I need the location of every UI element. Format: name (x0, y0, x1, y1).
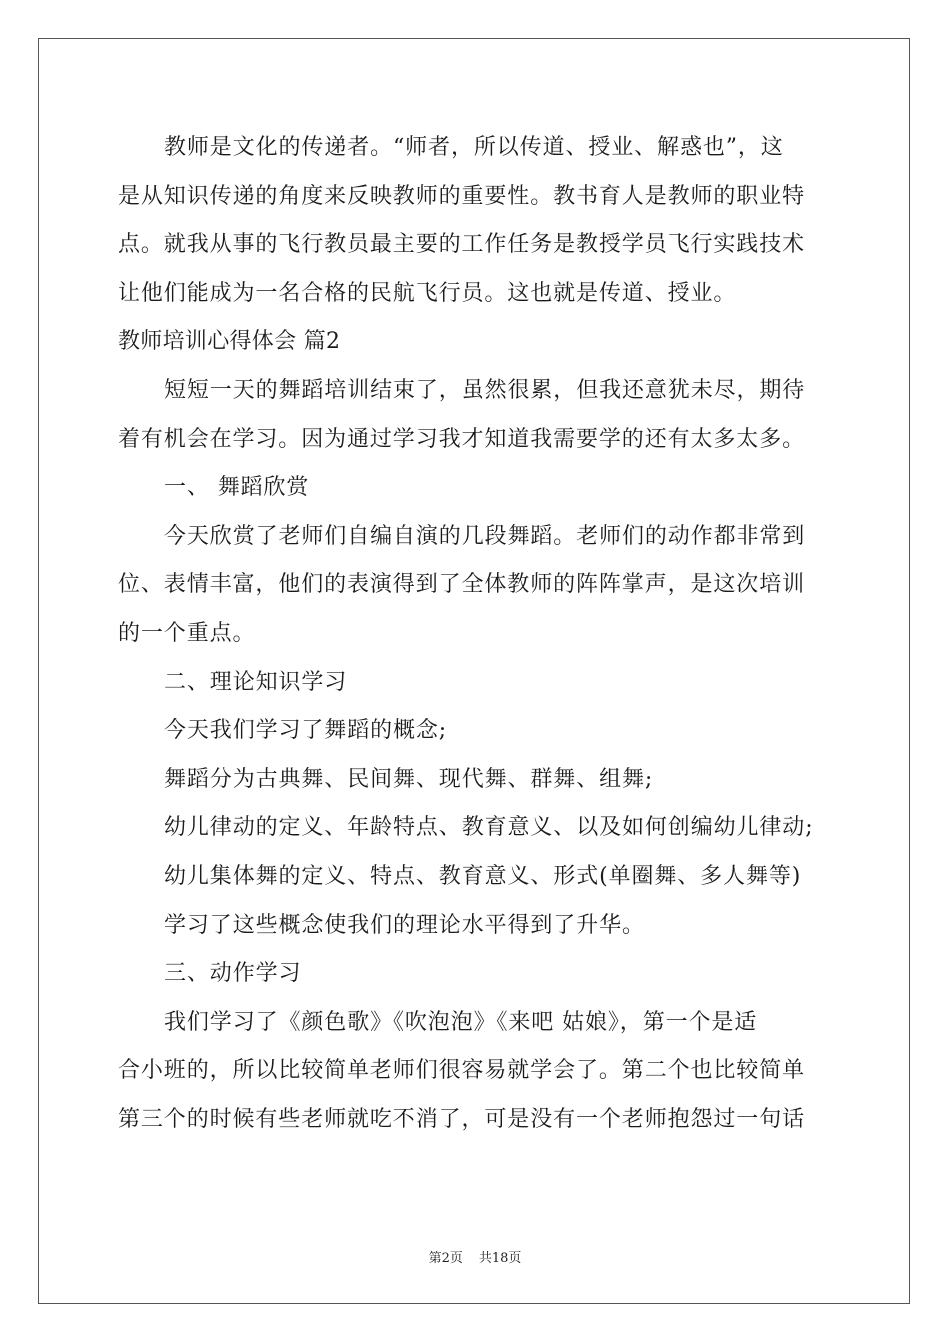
page-number-current: 第2页 (428, 1251, 463, 1266)
page-footer (0, 1247, 950, 1266)
text-line: 幼儿律动的定义、年龄特点、教育意义、以及如何创编幼儿律动; (164, 815, 814, 841)
text-line: 今天我们学习了舞蹈的概念; (164, 718, 448, 744)
text-line: 的一个重点。 (118, 620, 256, 646)
text-line: 让他们能成为一名合格的民航飞行员。这也就是传道、授业。 (118, 280, 737, 306)
text-line: 我们学习了《颜色歌》《吹泡泡》《来吧 姑娘》，第一个是适 (164, 1009, 758, 1035)
page-number-total: 共18页 (478, 1251, 522, 1266)
text-line: 一、 舞蹈欣赏 (164, 475, 310, 501)
text-line: 位、表情丰富，他们的表演得到了全体教师的阵阵掌声，是这次培训 (118, 572, 806, 598)
text-line: 短短一天的舞蹈培训结束了，虽然很累，但我还意犹未尽，期待 (164, 377, 806, 403)
text-line: 是从知识传递的角度来反映教师的重要性。教书育人是教师的职业特 (118, 183, 806, 209)
text-line: 幼儿集体舞的定义、特点、教育意义、形式(单圈舞、多人舞等) (164, 863, 802, 889)
text-line: 教师是文化的传递者。“师者，所以传道、授业、解惑也”，这 (164, 135, 784, 160)
text-line: 舞蹈分为古典舞、民间舞、现代舞、群舞、组舞; (164, 766, 654, 792)
text-line: 学习了这些概念使我们的理论水平得到了升华。 (164, 912, 645, 938)
document-body (118, 124, 834, 1144)
text-line: 着有机会在学习。因为通过学习我才知道我需要学的还有太多太多。 (118, 426, 806, 452)
section-heading: 教师培训心得体会 篇2 (118, 329, 341, 355)
text-line: 今天欣赏了老师们自编自演的几段舞蹈。老师们的动作都非常到 (164, 523, 806, 549)
text-line: 二、理论知识学习 (164, 669, 348, 695)
text-line: 第三个的时候有些老师就吃不消了，可是没有一个老师抱怨过一句话 (118, 1106, 806, 1132)
text-line: 三、动作学习 (164, 961, 302, 987)
text-line: 点。就我从事的飞行教员最主要的工作任务是教授学员飞行实践技术 (118, 232, 806, 258)
text-line: 合小班的，所以比较简单老师们很容易就学会了。第二个也比较简单 (118, 1058, 806, 1084)
